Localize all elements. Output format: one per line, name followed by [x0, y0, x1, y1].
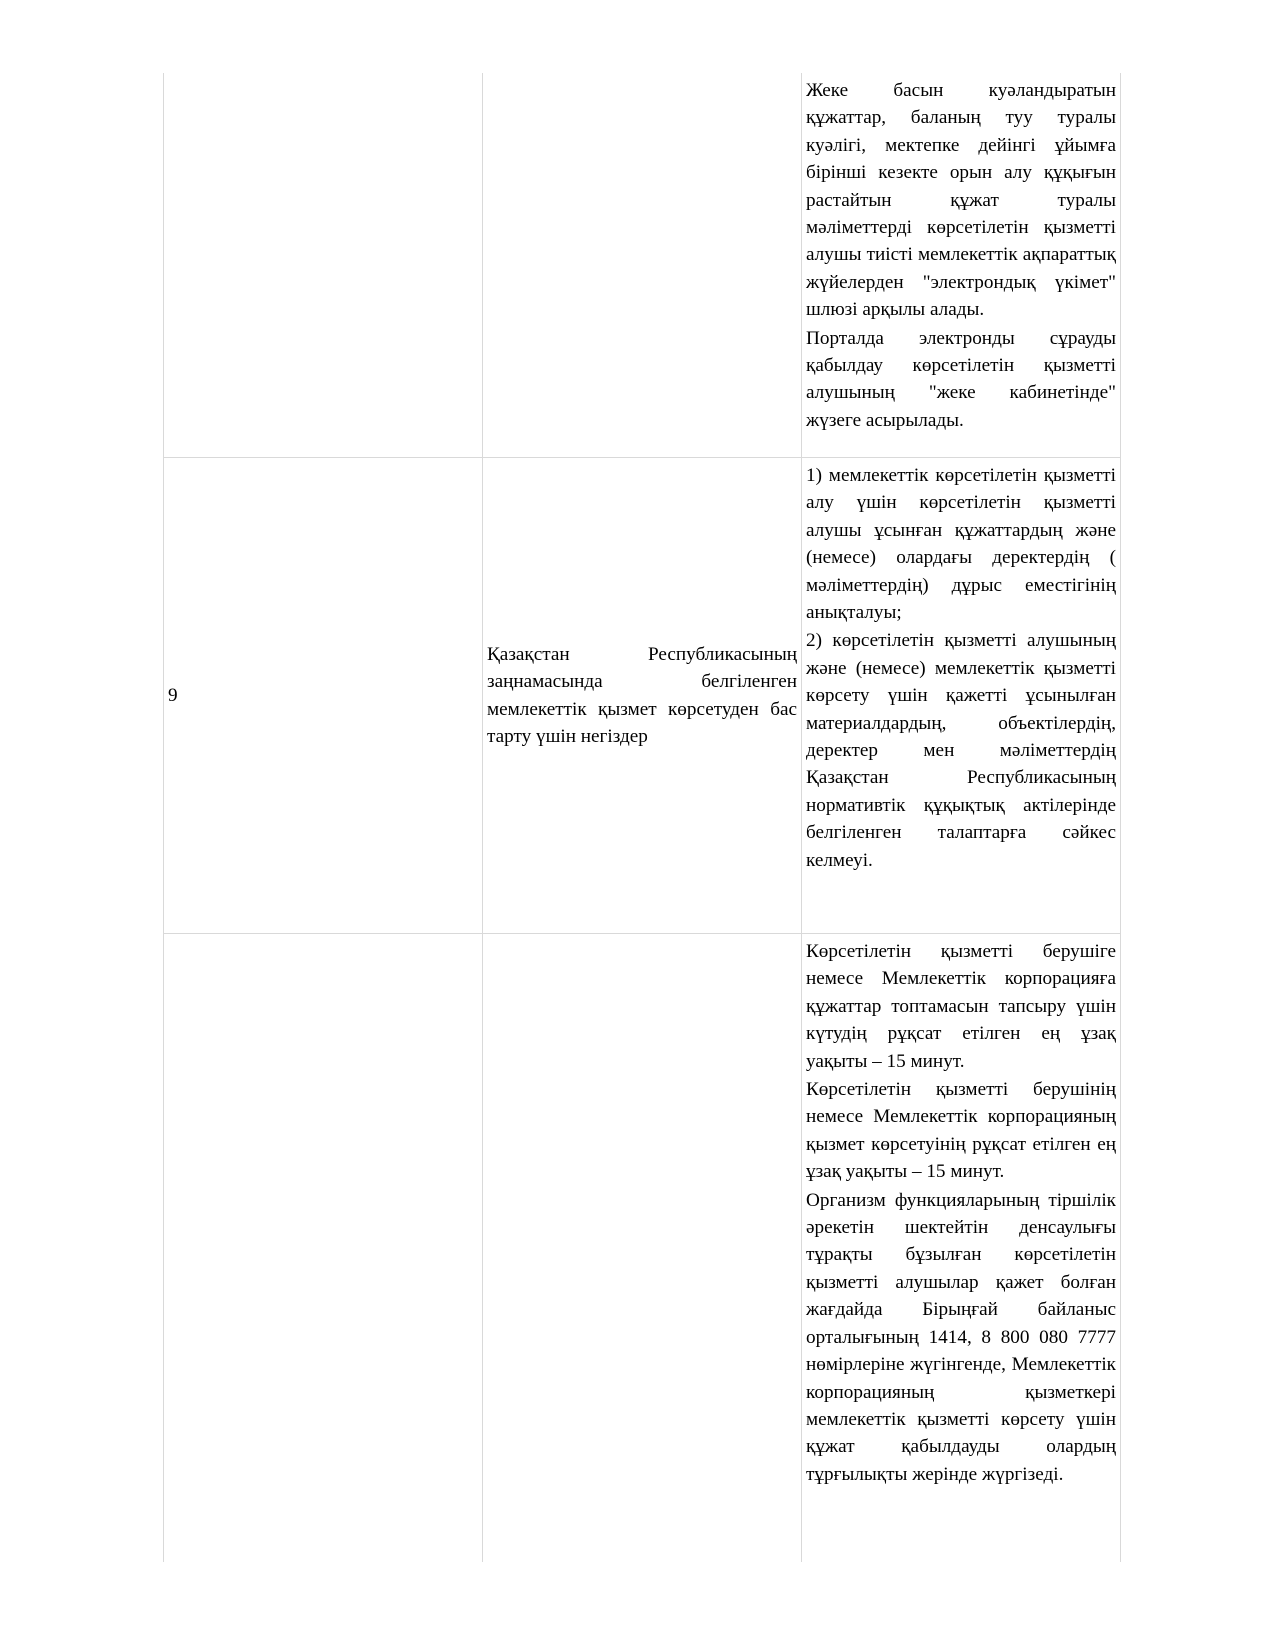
table-row	[164, 73, 1121, 458]
document-table	[163, 73, 1121, 1562]
table-row	[164, 934, 1121, 1563]
row-content-cell	[802, 73, 1121, 458]
row-title-cell	[483, 73, 802, 458]
row-title-text: Қазақстан Республикасының заңнамасында белгіленген мемлекеттік қызмет көрсетуден бас тарту үшін негіздер	[487, 643, 797, 747]
row-number-cell: 9	[164, 458, 483, 934]
content-paragraph: Порталда электронды сұрауды қабылдау көрсетілетін қызметті алушының "жеке кабинетінде" жүзеге асырылады.	[806, 327, 1116, 431]
row-number-cell	[164, 73, 483, 458]
row-content-cell	[802, 458, 1121, 934]
row-number-cell	[164, 934, 483, 1563]
row-title-cell	[483, 458, 802, 934]
content-paragraph: Жеке басын куәландыратын құжаттар, баланың туу туралы куәлігі, мектепке дейінгі ұйымға бірінші кезекте орын алу құқығын растайтын құжат туралы мәліметтерді көрсетілетін қызметті алушы тиісті мемлекеттік ақпараттық жүйелерден "электрондық үкімет" шлюзі арқылы алады.	[806, 80, 1116, 321]
table-row	[164, 458, 1121, 934]
content-paragraph: 1) мемлекеттік көрсетілетін қызметті алу үшін көрсетілетін қызметті алушы ұсынған құжаттардың және (немесе) олардағы деректердің ( мәліметтердің) дұрыс еместігінің анықталуы;	[806, 465, 1116, 624]
row-content-cell	[802, 934, 1121, 1563]
content-paragraph: Организм функцияларының тіршілік әрекетін шектейтін денсаулығы тұрақты бұзылған көрсетілетін қызметті алушылар қажет болған жағдайда Бірыңғай байланыс орталығының 1414, 8 800 080 7777 нөмірлеріне жүгінгенде, Мемлекеттік корпорацияның қызметкері мемлекеттік қызметті көрсету үшін құжат қабылдауды олардың тұрғылықты жерінде жүргізеді.	[806, 1189, 1116, 1485]
content-paragraph: Көрсетілетін қызметті берушіге немесе Мемлекеттік корпорацияға құжаттар топтамасын тапсыру үшін күтудің рұқсат етілген ең ұзақ уақыты – 15 минут.	[806, 941, 1116, 1072]
content-paragraph: 2) көрсетілетін қызметті алушының және (немесе) мемлекеттік қызметті көрсету үшін қажетті ұсынылған материалдардың, объектілердің, деректер мен мәліметтердің Қазақстан Республикасының нормативтік құқықтық актілерінде белгіленген талаптарға сәйкес келмеуі.	[806, 630, 1116, 871]
content-paragraph: Көрсетілетін қызметті берушінің немесе Мемлекеттік корпорацияның қызмет көрсетуінің рұқсат етілген ең ұзақ уақыты – 15 минут.	[806, 1079, 1116, 1183]
row-title-cell	[483, 934, 802, 1563]
